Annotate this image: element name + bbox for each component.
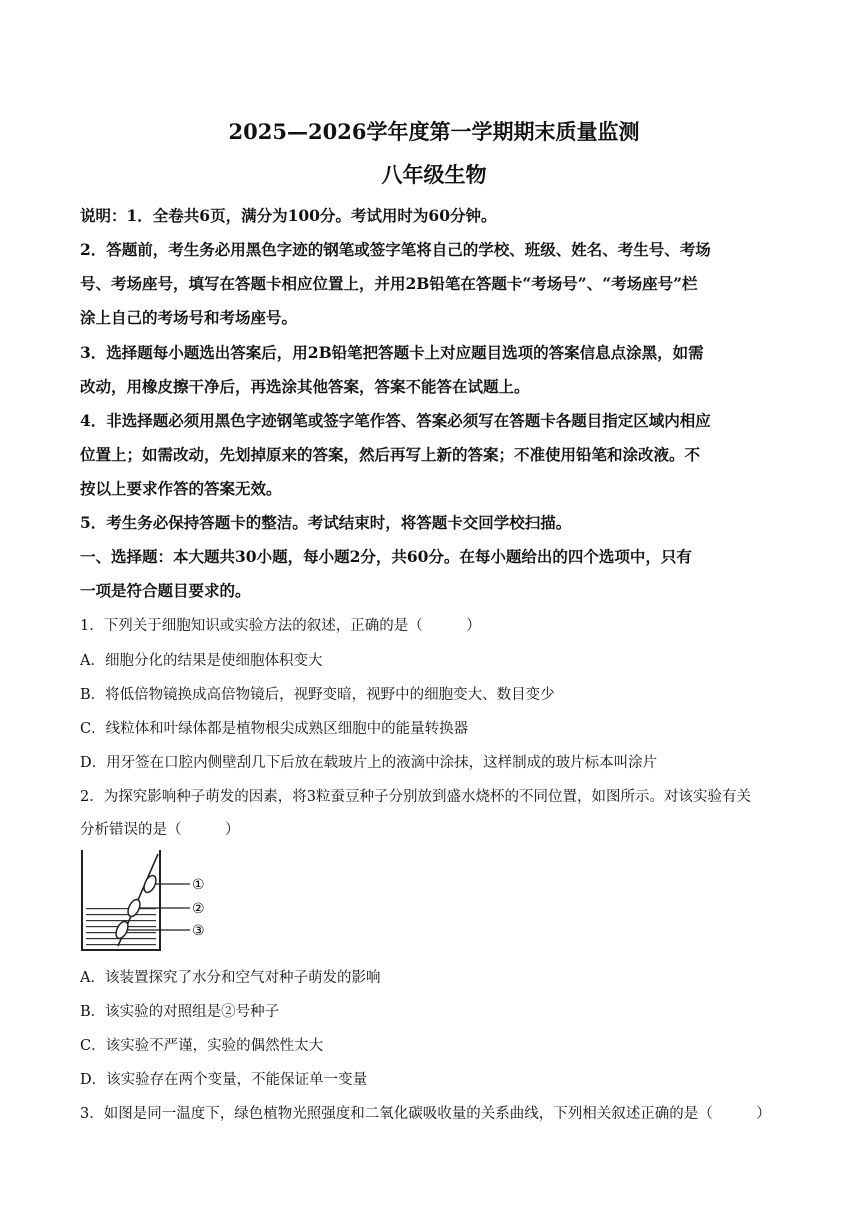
instruction-5: 5．考生务必保持答题卡的整洁。考试结束时，将答题卡交回学校扫描。	[80, 513, 572, 532]
question-2-option-c: C．该实验不严谨，实验的偶然性太大	[80, 1038, 324, 1054]
question-1-option-b: B．将低倍物镜换成高倍物镜后，视野变暗，视野中的细胞变大、数目变少	[80, 687, 555, 703]
instruction-3: 3．选择题每小题选出答案后，用2B铅笔把答题卡上对应题目选项的答案信息点涂黑，如需	[80, 343, 704, 362]
exam-title: 2025—2026学年度第一学期期末质量监测	[228, 119, 640, 144]
figure-label-2: ②	[192, 901, 205, 917]
instruction-4-cont: 按以上要求作答的答案无效。	[80, 479, 282, 498]
instruction-2: 2．答题前，考生务必用黑色字迹的钢笔或签字笔将自己的学校、班级、姓名、考生号、考场	[80, 240, 711, 259]
question-1-option-a: A．细胞分化的结果是使细胞体积变大	[80, 653, 323, 669]
instruction-1: 说明：1．全卷共6页，满分为100分。考试用时为60分钟。	[80, 206, 497, 225]
section-heading: 一、选择题：本大题共30小题，每小题2分，共60分。在每小题给出的四个选项中，只有	[80, 547, 692, 566]
figure-label-3: ③	[192, 923, 205, 939]
question-2-option-d: D．该实验存在两个变量，不能保证单一变量	[80, 1072, 368, 1088]
instruction-4-cont: 位置上；如需改动，先划掉原来的答案，然后再写上新的答案；不准使用铅笔和涂改液。不	[80, 445, 701, 464]
question-1-option-d: D．用牙签在口腔内侧壁刮几下后放在载玻片上的液滴中涂抹，这样制成的玻片标本叫涂片	[80, 755, 658, 771]
figure-label-1: ①	[192, 877, 205, 893]
instruction-4: 4．非选择题必须用黑色字迹钢笔或签字笔作答、答案必须写在答题卡各题目指定区域内相应	[80, 411, 711, 430]
question-2-stem-cont: 分析错误的是（ ）	[80, 822, 240, 838]
question-2-option-a: A．该装置探究了水分和空气对种子萌发的影响	[80, 970, 381, 986]
seed-beaker-figure	[78, 846, 214, 956]
question-2-stem: 2．为探究影响种子萌发的因素，将3粒蚕豆种子分别放到盛水烧杯的不同位置，如图所示。对该实验有关	[80, 789, 751, 805]
instruction-2-cont: 涂上自己的考场号和考场座号。	[80, 308, 298, 327]
section-heading-cont: 一项是符合题目要求的。	[80, 581, 251, 600]
question-1-option-c: C．线粒体和叶绿体都是植物根尖成熟区细胞中的能量转换器	[80, 721, 469, 737]
instruction-3-cont: 改动，用橡皮擦干净后，再选涂其他答案，答案不能答在试题上。	[80, 377, 530, 396]
question-3-stem: 3．如图是同一温度下，绿色植物光照强度和二氧化碳吸收量的关系曲线，下列相关叙述正确的是（ ）	[80, 1106, 771, 1122]
question-1-stem: 1．下列关于细胞知识或实验方法的叙述，正确的是（ ）	[80, 618, 481, 634]
instruction-2-cont: 号、考场座号，填写在答题卡相应位置上，并用2B铅笔在答题卡“考场号”、“考场座号”栏	[80, 274, 698, 293]
exam-subtitle: 八年级生物	[381, 162, 487, 187]
question-2-option-b: B．该实验的对照组是②号种子	[80, 1004, 280, 1020]
